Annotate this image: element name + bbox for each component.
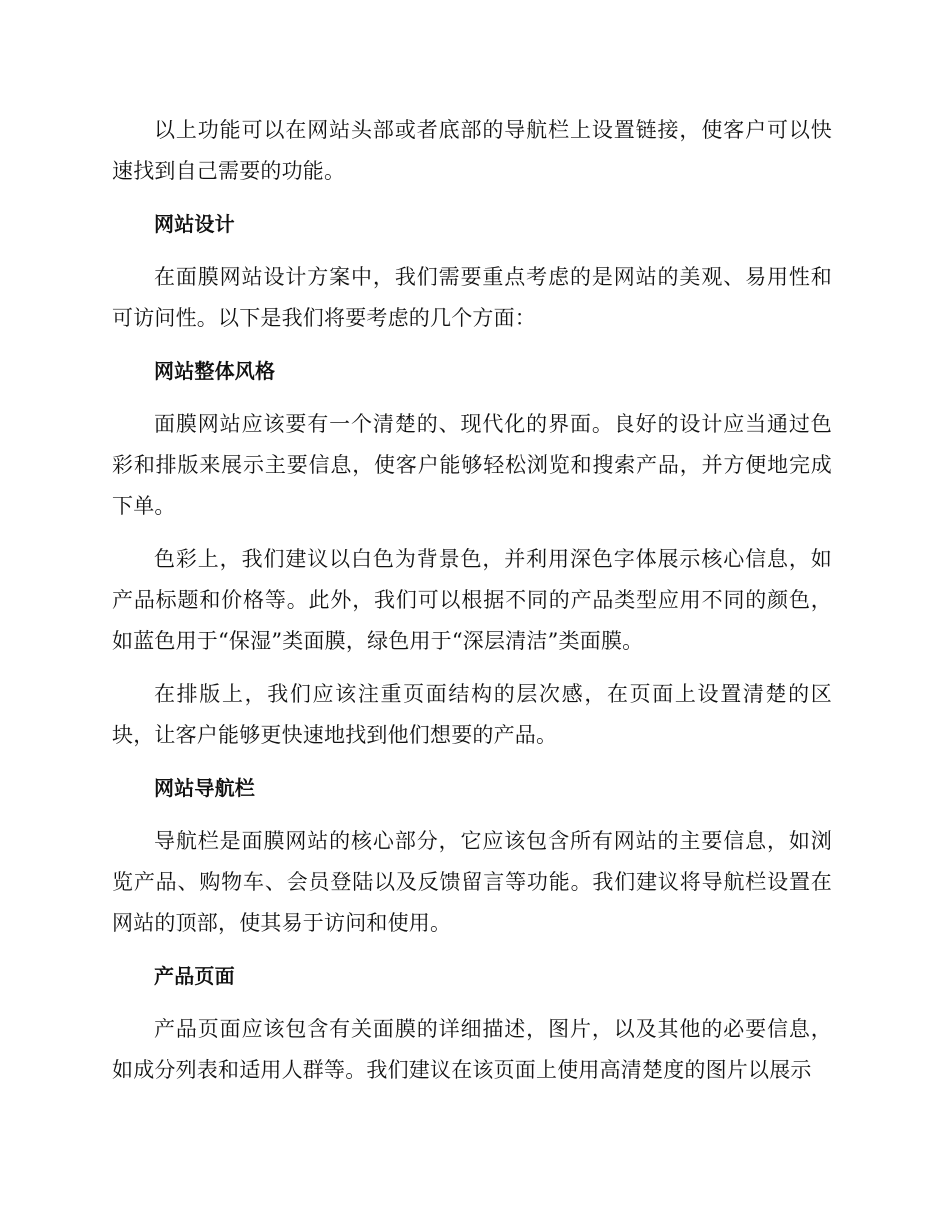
paragraph-style-interface: 面膜网站应该要有一个清楚的、现代化的界面。良好的设计应当通过色彩和排版来展示主要信息，使客户能够轻松浏览和搜索产品，并方便地完成下单。 [112, 412, 832, 518]
paragraph-nav-links: 以上功能可以在网站头部或者底部的导航栏上设置链接，使客户可以快速找到自己需要的功能。 [112, 118, 832, 183]
heading-product-page: 产品页面 [154, 964, 235, 988]
document-page [112, 110, 832, 1103]
paragraph-product-page: 产品页面应该包含有关面膜的详细描述，图片，以及其他的必要信息，如成分列表和适用人群等。我们建议在该页面上使用高清楚度的图片以展示 [112, 1017, 832, 1082]
heading-overall-style: 网站整体风格 [154, 359, 276, 383]
paragraph-navigation-bar: 导航栏是面膜网站的核心部分，它应该包含所有网站的主要信息，如浏览产品、购物车、会员登陆以及反馈留言等功能。我们建议将导航栏设置在网站的顶部，使其易于访问和使用。 [112, 829, 832, 935]
paragraph-style-layout: 在排版上，我们应该注重页面结构的层次感，在页面上设置清楚的区块，让客户能够更快速地找到他们想要的产品。 [112, 682, 832, 747]
paragraph-design-intro: 在面膜网站设计方案中，我们需要重点考虑的是网站的美观、易用性和可访问性。以下是我们将要考虑的几个方面： [112, 265, 832, 330]
heading-website-design: 网站设计 [154, 212, 235, 236]
paragraph-style-colors: 色彩上，我们建议以白色为背景色，并利用深色字体展示核心信息，如产品标题和价格等。此外，我们可以根据不同的产品类型应用不同的颜色，如蓝色用于“保湿”类面膜，绿色用于“深层清洁”类面膜。 [112, 547, 832, 653]
heading-navigation-bar: 网站导航栏 [154, 776, 255, 800]
